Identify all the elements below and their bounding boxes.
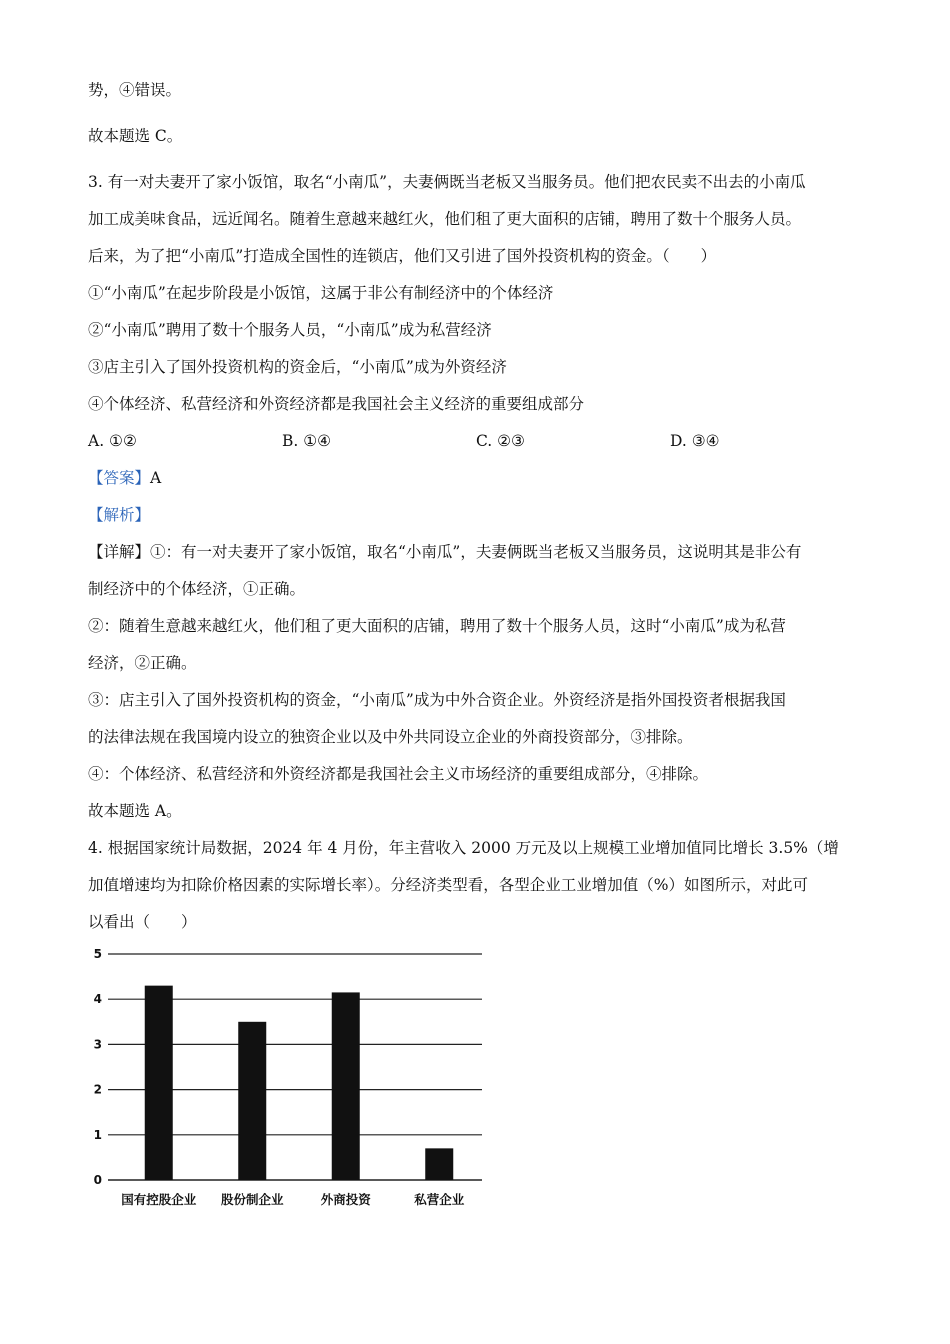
answer-label: 【答案】 bbox=[88, 469, 151, 487]
option-c: C. ②③ bbox=[476, 432, 525, 450]
option-b: B. ①④ bbox=[282, 432, 332, 450]
x-category-label: 股份制企业 bbox=[220, 1192, 284, 1207]
x-category-label: 私营企业 bbox=[414, 1192, 465, 1207]
detail-line: 制经济中的个体经济，①正确。 bbox=[88, 580, 306, 598]
detail-line: ②：随着生意越来越红火，他们租了更大面积的店铺，聘用了数十个服务人员，这时“小南瓜”成为私营 bbox=[88, 617, 786, 635]
bar bbox=[425, 1148, 453, 1180]
y-tick-label: 3 bbox=[93, 1037, 102, 1052]
y-tick-label: 4 bbox=[93, 992, 102, 1007]
statement-3: ③店主引入了国外投资机构的资金后，“小南瓜”成为外资经济 bbox=[88, 358, 507, 376]
detail-line: 【详解】①：有一对夫妻开了家小饭馆，取名“小南瓜”，夫妻俩既当老板又当服务员，这说明其是非公有 bbox=[88, 543, 802, 561]
analysis-label: 【解析】 bbox=[88, 506, 151, 524]
option-a: A. ①② bbox=[88, 432, 137, 450]
text-line: 故本题选 C。 bbox=[88, 127, 183, 145]
statement-4: ④个体经济、私营经济和外资经济都是我国社会主义经济的重要组成部分 bbox=[88, 395, 585, 413]
bar bbox=[238, 1022, 266, 1180]
bar bbox=[332, 992, 360, 1180]
y-tick-label: 1 bbox=[93, 1127, 102, 1142]
question-4-stem: 加值增速均为扣除价格因素的实际增长率）。分经济类型看，各型企业工业增加值（%）如图所示，对此可 bbox=[88, 876, 808, 894]
question-3-stem: 后来，为了把“小南瓜”打造成全国性的连锁店，他们又引进了国外投资机构的资金。（ ） bbox=[88, 247, 717, 265]
detail-line: 故本题选 A。 bbox=[88, 802, 182, 820]
answer-value: A bbox=[150, 469, 162, 487]
x-category-label: 外商投资 bbox=[320, 1192, 371, 1207]
detail-line: ③：店主引入了国外投资机构的资金，“小南瓜”成为中外合资企业。外资经济是指外国投资者根据我国 bbox=[88, 691, 786, 709]
detail-line: 经济，②正确。 bbox=[88, 654, 197, 672]
y-tick-label: 2 bbox=[93, 1082, 102, 1097]
statement-2: ②“小南瓜”聘用了数十个服务人员，“小南瓜”成为私营经济 bbox=[88, 321, 492, 339]
option-d: D. ③④ bbox=[670, 432, 720, 450]
x-category-label: 国有控股企业 bbox=[121, 1192, 197, 1207]
detail-line: ④：个体经济、私营经济和外资经济都是我国社会主义市场经济的重要组成部分，④排除。 bbox=[88, 765, 709, 783]
detail-line: 的法律法规在我国境内设立的独资企业以及中外共同设立企业的外商投资部分，③排除。 bbox=[88, 728, 693, 746]
answer-line bbox=[88, 466, 161, 490]
y-tick-label: 5 bbox=[93, 947, 102, 961]
question-3-stem: 3. 有一对夫妻开了家小饭馆，取名“小南瓜”，夫妻俩既当老板又当服务员。他们把农民卖不出去的小南瓜 bbox=[88, 173, 806, 191]
text-line: 势，④错误。 bbox=[88, 81, 182, 99]
bar bbox=[145, 986, 173, 1180]
question-3-stem: 加工成美味食品，远近闻名。随着生意越来越红火，他们租了更大面积的店铺，聘用了数十个服务人员。 bbox=[88, 210, 802, 228]
bar-chart bbox=[88, 940, 508, 1220]
statement-1: ①“小南瓜”在起步阶段是小饭馆，这属于非公有制经济中的个体经济 bbox=[88, 284, 554, 302]
question-4-stem: 4. 根据国家统计局数据，2024 年 4 月份，年主营收入 2000 万元及以上规模工业增加值同比增长 3.5%（增 bbox=[88, 839, 839, 857]
y-tick-label: 0 bbox=[93, 1173, 102, 1187]
question-4-stem: 以看出（ ） bbox=[88, 913, 197, 931]
